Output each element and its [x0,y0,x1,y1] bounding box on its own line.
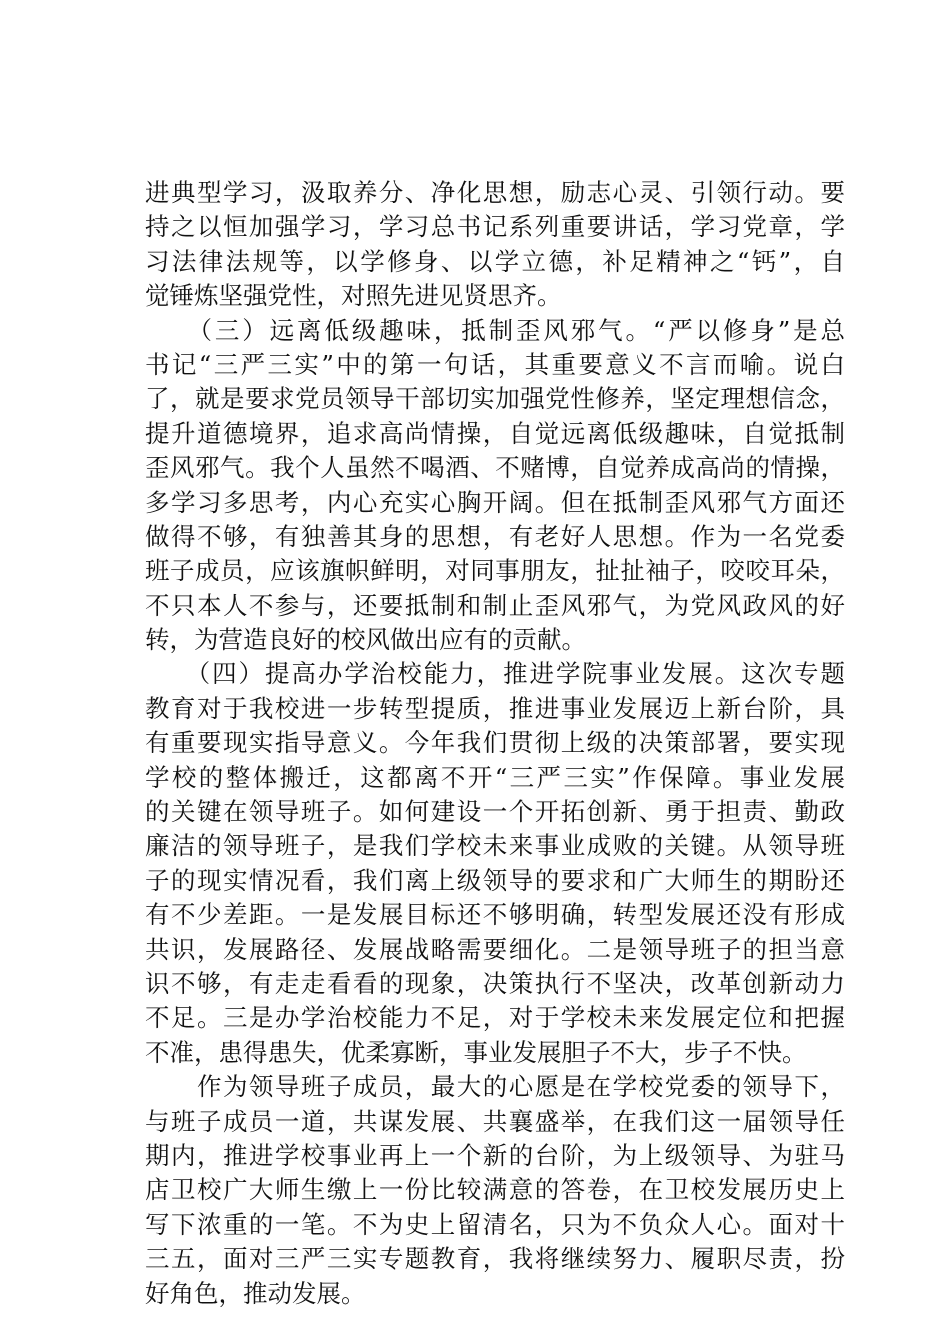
text-line: 转，为营造良好的校风做出应有的贡献。 [145,625,586,655]
text-line: 持之以恒加强学习，学习总书记系列重要讲话，学习党章，学 [145,212,845,242]
text-line: 进典型学习，汲取养分、净化思想，励志心灵、引领行动。要 [145,178,845,207]
text-line: 提升道德境界，追求高尚情操，自觉远离低级趣味，自觉抵制 [145,418,845,448]
text-line: 学校的整体搬迁，这都离不开“三严三实”作保障。事业发展 [145,762,845,792]
text-line: 班子成员，应该旗帜鲜明，对同事朋友，扯扯袖子，咬咬耳朵， [145,556,845,586]
text-line: 习法律法规等，以学修身、以学立德，补足精神之“钙”，自 [145,246,845,276]
text-line: 有重要现实指导意义。今年我们贯彻上级的决策部署，要实现 [145,728,845,758]
text-line: 书记“三严三实”中的第一句话，其重要意义不言而喻。说白 [145,349,845,379]
text-line: 的关键在领导班子。如何建设一个开拓创新、勇于担责、勤政 [145,797,845,827]
text-line: 识不够，有走走看看的现象，决策执行不坚决，改革创新动力 [145,968,845,998]
text-line: 好角色，推动发展。 [145,1278,366,1308]
text-line: 了，就是要求党员领导干部切实加强党性修养，坚定理想信念， [145,384,845,414]
text-line: （三）远离低级趣味，抵制歪风邪气。“严以修身”是总 [145,315,845,345]
text-line: 与班子成员一道，共谋发展、共襄盛举，在我们这一届领导任 [145,1106,845,1136]
text-line: 觉锤炼坚强党性，对照先进见贤思齐。 [145,281,562,311]
text-line: 作为领导班子成员，最大的心愿是在学校党委的领导下， [145,1072,845,1102]
text-line: 共识，发展路径、发展战略需要细化。二是领导班子的担当意 [145,934,845,964]
text-line: （四）提高办学治校能力，推进学院事业发展。这次专题 [145,659,845,689]
text-line: 教育对于我校进一步转型提质，推进事业发展迈上新台阶，具 [145,693,845,723]
document-body-text [145,176,845,1311]
text-line: 店卫校广大师生缴上一份比较满意的答卷，在卫校发展历史上 [145,1175,845,1205]
text-line: 廉洁的领导班子，是我们学校未来事业成败的关键。从领导班 [145,831,845,861]
text-line: 期内，推进学校事业再上一个新的台阶，为上级领导、为驻马 [145,1140,845,1170]
text-line: 做得不够，有独善其身的思想，有老好人思想。作为一名党委 [145,521,845,551]
text-line: 写下浓重的一笔。不为史上留清名，只为不负众人心。面对十 [145,1209,845,1239]
text-line: 不只本人不参与，还要抵制和制止歪风邪气，为党风政风的好 [145,590,845,620]
text-line: 三五，面对三严三实专题教育，我将继续努力、履职尽责，扮 [145,1244,845,1274]
text-line: 不足。三是办学治校能力不足，对于学校未来发展定位和把握 [145,1003,845,1033]
text-line: 有不少差距。一是发展目标还不够明确，转型发展还没有形成 [145,900,845,930]
text-line: 不准，患得患失，优柔寡断，事业发展胆子不大，步子不快。 [145,1037,807,1067]
text-line: 子的现实情况看，我们离上级领导的要求和广大师生的期盼还 [145,865,845,895]
text-line: 歪风邪气。我个人虽然不喝酒、不赌博，自觉养成高尚的情操， [145,453,845,483]
text-line: 多学习多思考，内心充实心胸开阔。但在抵制歪风邪气方面还 [145,487,845,517]
